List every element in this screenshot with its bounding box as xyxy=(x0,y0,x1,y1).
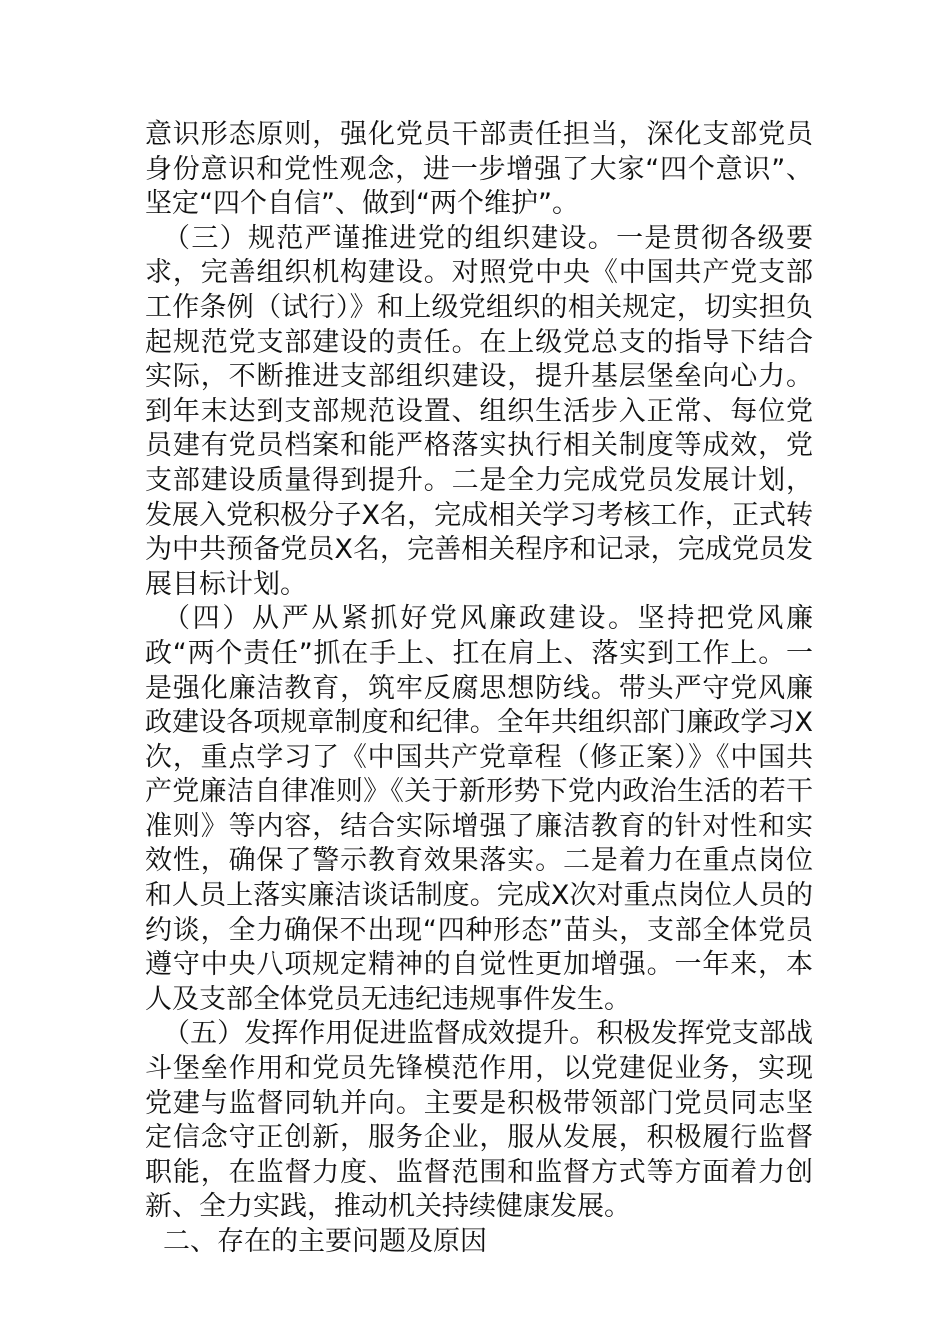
paragraph-section-5: （五）发挥作用促进监督成效提升。积极发挥党支部战斗堡垒作用和党员先锋模范作用，以党建促业务，实现党建与监督同轨并向。主要是积极带领部门党员同志坚定信念守正创新，服务企业，服从发展，积极履行监督职能，在监督力度、监督范围和监督方式等方面着力创新、全力实践，推动机关持续健康发展。 xyxy=(145,1018,813,1223)
paragraph-section-4: （四）从严从紧抓好党风廉政建设。坚持把党风廉政“两个责任”抓在手上、扛在肩上、落实到工作上。一是强化廉洁教育，筑牢反腐思想防线。带头严守党风廉政建设各项规章制度和纪律。全年共组织部门廉政学习X次，重点学习了《中国共产党章程（修正案）》《中国共产党廉洁自律准则》《关于新形势下党内政治生活的若干准则》等内容，结合实际增强了廉洁教育的针对性和实效性，确保了警示教育效果落实。二是着力在重点岗位和人员上落实廉洁谈话制度。完成X次对重点岗位人员的约谈，全力确保不出现“四种形态”苗头，支部全体党员遵守中央八项规定精神的自觉性更加增强。一年来，本人及支部全体党员无违纪违规事件发生。 xyxy=(145,603,813,1015)
document-body xyxy=(145,118,813,1260)
section-heading-2: 二、存在的主要问题及原因 xyxy=(163,1226,487,1257)
paragraph-section-3: （三）规范严谨推进党的组织建设。一是贯彻各级要求，完善组织机构建设。对照党中央《中国共产党支部工作条例（试行）》和上级党组织的相关规定，切实担负起规范党支部建设的责任。在上级党总支的指导下结合实际，不断推进支部组织建设，提升基层堡垒向心力。到年末达到支部规范设置、组织生活步入正常、每位党员建有党员档案和能严格落实执行相关制度等成效，党支部建设质量得到提升。二是全力完成党员发展计划，发展入党积极分子X名，完成相关学习考核工作，正式转为中共预备党员X名，完善相关程序和记录，完成党员发展目标计划。 xyxy=(145,222,813,600)
paragraph-continuation: 意识形态原则，强化党员干部责任担当，深化支部党员身份意识和党性观念，进一步增强了大家“四个意识”、坚定“四个自信”、做到“两个维护”。 xyxy=(145,119,813,220)
